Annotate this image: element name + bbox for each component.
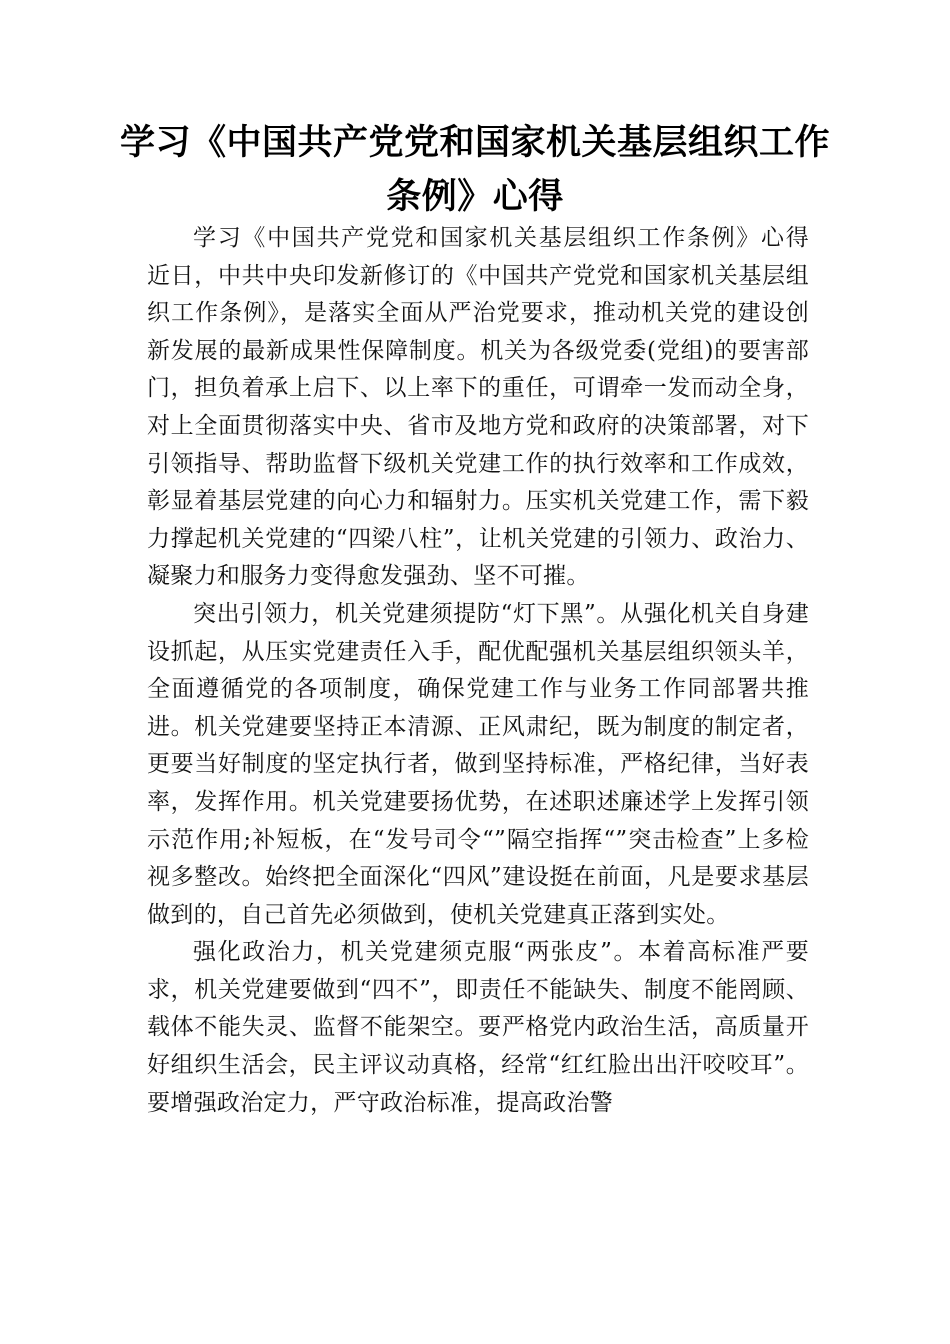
paragraph-leadership: 突出引领力，机关党建须提防“灯下黑”。从强化机关自身建设抓起，从压实党建责任入手，配优配强机关基层组织领头羊，全面遵循党的各项制度，确保党建工作与业务工作同部署共推进。机关党建要坚持正本清源、正风肃纪，既为制度的制定者，更要当好制度的坚定执行者，做到坚持标准，严格纪律，当好表率，发挥作用。机关党建要扬优势，在述职述廉述学上发挥引领示范作用;补短板，在“发号司令“”隔空指挥“”突击检查”上多检视多整改。始终把全面深化“四风”建设挺在前面，凡是要求基层做到的，自己首先必须做到，使机关党建真正落到实处。 <box>147 600 809 928</box>
document-title: 学习《中国共产党党和国家机关基层组织工作条例》心得 <box>120 123 831 217</box>
paragraph-intro: 学习《中国共产党党和国家机关基层组织工作条例》心得 近日，中共中央印发新修订的《中国共产党党和国家机关基层组织工作条例》，是落实全面从严治党要求，推动机关党的建设创新发展的最新成果性保障制度。机关为各级党委(党组)的要害部门，担负着承上启下、以上率下的重任，可谓牵一发而动全身，对上全面贯彻落实中央、省市及地方党和政府的决策部署，对下引领指导、帮助监督下级机关党建工作的执行效率和工作成效，彰显着基层党建的向心力和辐射力。压实机关党建工作，需下毅力撑起机关党建的“四梁八柱”，让机关党建的引领力、政治力、凝聚力和服务力变得愈发强劲、坚不可摧。 <box>147 225 833 590</box>
document-body <box>147 220 833 1122</box>
paragraph-political: 强化政治力，机关党建须克服“两张皮”。本着高标准严要求，机关党建要做到“四不”，即责任不能缺失、制度不能罔顾、载体不能失灵、监督不能架空。要严格党内政治生活，高质量开好组织生活会，民主评议动真格，经常“红红脸出出汗咬咬耳”。要增强政治定力，严守政治标准，提高政治警 <box>147 939 809 1116</box>
